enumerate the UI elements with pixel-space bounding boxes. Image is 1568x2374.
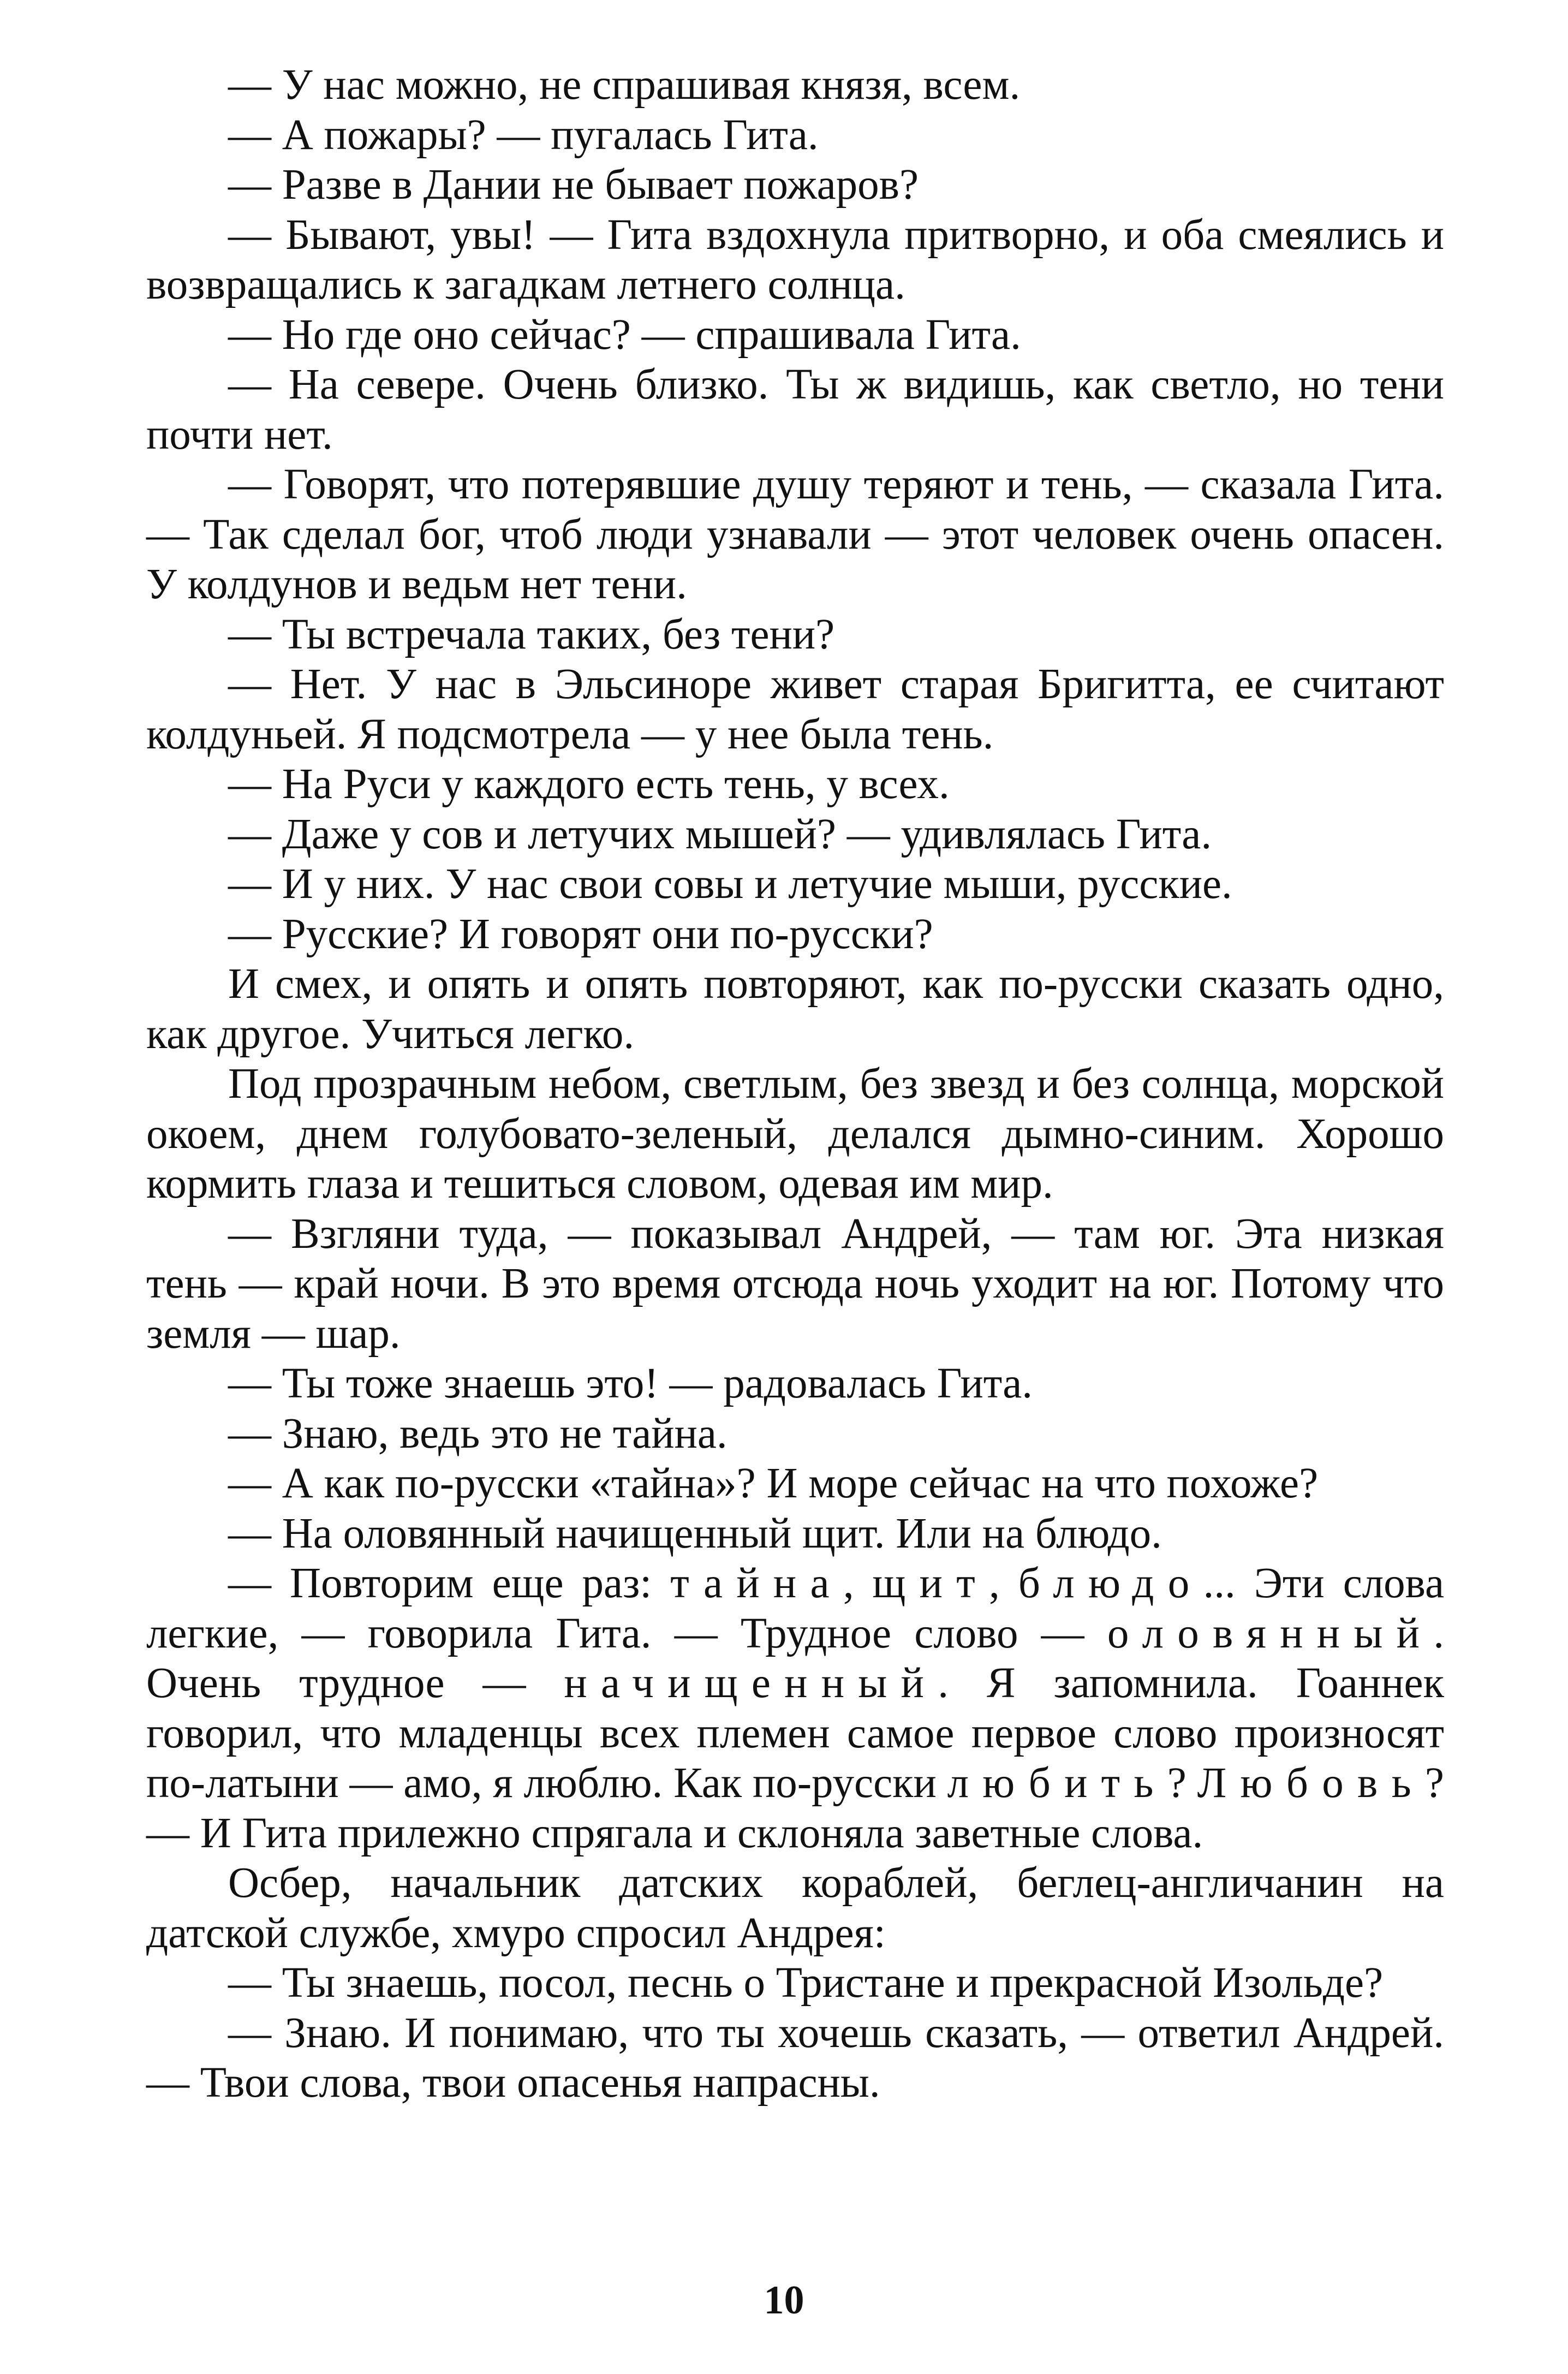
text-run: ? — И Гита прилежно спрягала и склоняла заветные слова. bbox=[146, 1759, 1444, 1857]
spaced-word: Любовь bbox=[1197, 1759, 1425, 1807]
paragraph: — На севере. Очень близко. Ты ж видишь, как светло, но тени почти нет. bbox=[146, 361, 1444, 459]
paragraph: Под прозрачным небом, светлым, без звезд и без солнца, морской окоем, днем голубовато-зеленый, делался дымно-синим. Хорошо кормить глаза и тешиться словом, одевая им мир. bbox=[146, 1060, 1444, 1207]
paragraph: — Нет. У нас в Эльсиноре живет старая Бригитта, ее считают колдуньей. Я подсмотрела — у нее была тень. bbox=[146, 661, 1444, 758]
paragraph: — Ты встречала таких, без тени? bbox=[228, 610, 835, 658]
paragraph: — Даже у сов и летучих мышей? — удивлялась Гита. bbox=[228, 810, 1212, 858]
text-run: ? bbox=[1167, 1759, 1197, 1807]
paragraph: — Говорят, что потерявшие душу теряют и тень, — сказала Гита. — Так сделал бог, чтоб люди узнавали — этот человек очень опасен. У колдунов и ведьм нет тени. bbox=[146, 461, 1444, 608]
paragraph: — А как по-русски «тайна»? И море сейчас на что похоже? bbox=[228, 1460, 1319, 1507]
spaced-word: тайна bbox=[670, 1560, 843, 1607]
text-run: . Я запомнила. Гоаннек говорил, что младенцы всех племен самое первое слово произносят по-латыни — амо, я люблю. Как по-русски bbox=[146, 1659, 1444, 1807]
book-page-text bbox=[146, 60, 1444, 2108]
text-run: , bbox=[843, 1560, 873, 1607]
text-run: — Повторим еще раз: bbox=[228, 1560, 671, 1607]
paragraph: — Ты знаешь, посол, песнь о Тристане и прекрасной Изольде? bbox=[228, 1959, 1384, 2007]
paragraph: — Разве в Дании не бывает пожаров? bbox=[228, 161, 919, 209]
text-run: ... Эти слова легкие, — говорила Гита. — Трудное слово — bbox=[146, 1560, 1445, 1657]
paragraph: — И у них. У нас свои совы и летучие мыши, русские. bbox=[228, 860, 1232, 908]
paragraph: — Знаю, ведь это не тайна. bbox=[228, 1409, 728, 1457]
paragraph: — На Руси у каждого есть тень, у всех. bbox=[228, 760, 950, 808]
spaced-word: любить bbox=[947, 1759, 1167, 1807]
paragraph: — На оловянный начищенный щит. Или на блюдо. bbox=[228, 1509, 1162, 1557]
paragraph: — У нас можно, не спрашивая князя, всем. bbox=[228, 61, 1021, 109]
paragraph: — Взгляни туда, — показывал Андрей, — там юг. Эта низкая тень — край ночи. В это время отсюда ночь уходит на юг. Потому что земля — шар. bbox=[146, 1210, 1444, 1358]
spaced-word: блюдо bbox=[1018, 1560, 1203, 1607]
spaced-word: щит bbox=[872, 1560, 989, 1607]
text-run: . Очень трудное — bbox=[146, 1609, 1444, 1707]
paragraph-spaced-words bbox=[146, 1558, 1444, 1858]
spaced-word: начищенный bbox=[564, 1659, 938, 1707]
paragraph: — А пожары? — пугалась Гита. bbox=[228, 111, 819, 159]
paragraph: — Но где оно сейчас? — спрашивала Гита. bbox=[228, 311, 1021, 359]
paragraph: — Знаю. И понимаю, что ты хочешь сказать, — ответил Андрей. — Твои слова, твои опасенья напрасны. bbox=[146, 2009, 1444, 2107]
spaced-word: оловянный bbox=[1107, 1609, 1434, 1657]
text-run: , bbox=[989, 1560, 1018, 1607]
paragraph: Осбер, начальник датских кораблей, беглец-англичанин на датской службе, хмуро спросил Андрея: bbox=[146, 1859, 1444, 1957]
paragraph: — Ты тоже знаешь это! — радовалась Гита. bbox=[228, 1360, 1033, 1407]
paragraph: — Русские? И говорят они по-русски? bbox=[228, 910, 933, 958]
paragraph: — Бывают, увы! — Гита вздохнула притворно, и оба смеялись и возвращались к загадкам летнего солнца. bbox=[146, 211, 1444, 308]
page-number: 10 bbox=[764, 2278, 804, 2323]
paragraph: И смех, и опять и опять повторяют, как по-русски сказать одно, как другое. Учиться легко. bbox=[146, 960, 1444, 1058]
